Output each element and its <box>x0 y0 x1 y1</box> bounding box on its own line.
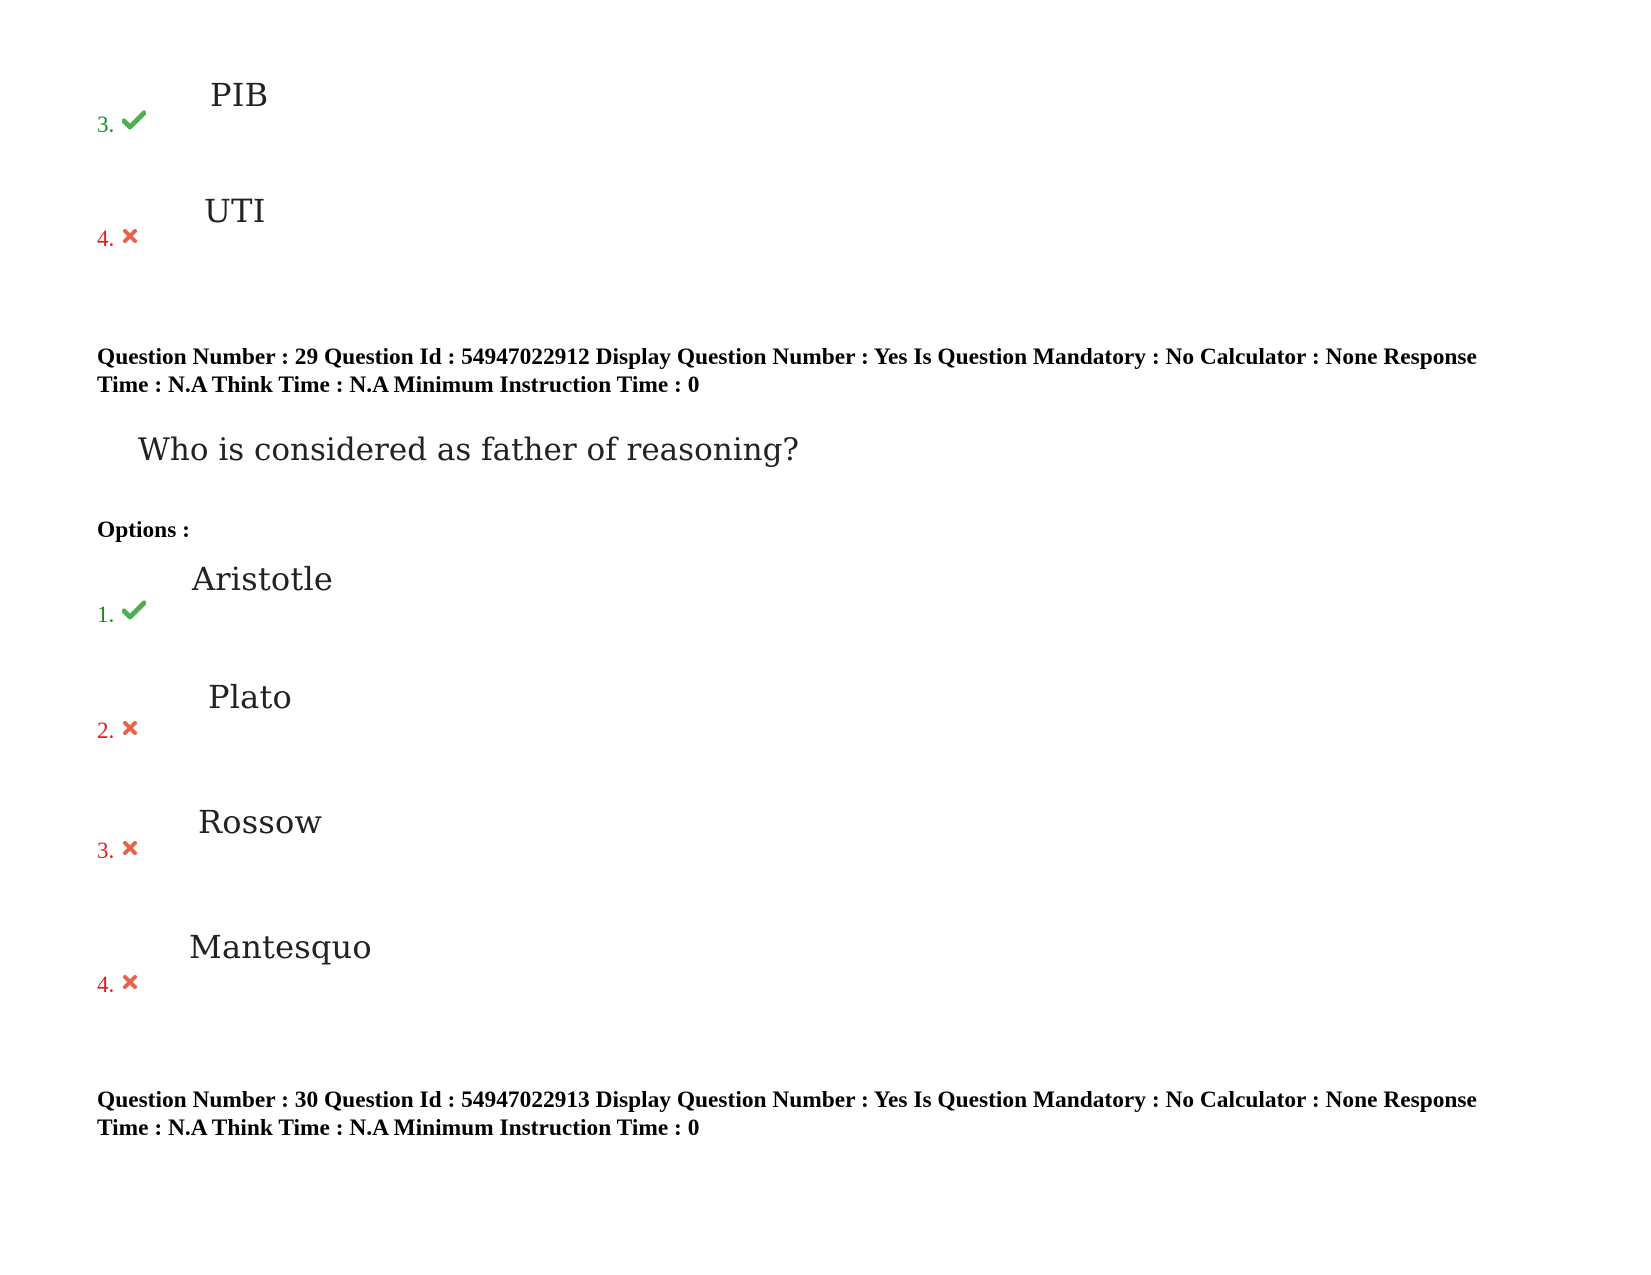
question-meta <box>97 343 1577 399</box>
question-meta-line: Question Number : 30 Question Id : 54947022913 Display Question Number : Yes Is Question Mandatory : No Calculator : None Response <box>97 1087 1477 1113</box>
check-icon <box>122 600 146 620</box>
question-meta <box>97 1086 1577 1142</box>
option-text: Rossow <box>198 803 323 841</box>
option-number: 1. <box>97 602 115 627</box>
cross-icon <box>122 228 138 244</box>
option-number: 3. <box>97 838 115 863</box>
option-marker <box>97 972 138 998</box>
option-number: 4. <box>97 226 115 251</box>
question-meta-line: Question Number : 29 Question Id : 54947022912 Display Question Number : Yes Is Question Mandatory : No Calculator : None Response <box>97 344 1477 370</box>
option-number: 2. <box>97 718 115 743</box>
cross-icon <box>122 974 138 990</box>
option-text: Mantesquo <box>189 928 372 966</box>
question-text: Who is considered as father of reasoning? <box>138 432 800 468</box>
option-text: Plato <box>208 678 292 716</box>
cross-icon <box>122 720 138 736</box>
option-text: UTI <box>204 192 266 230</box>
option-marker <box>97 718 138 744</box>
option-marker <box>97 226 138 252</box>
question-meta-line: Time : N.A Think Time : N.A Minimum Instruction Time : 0 <box>97 372 700 398</box>
cross-icon <box>122 840 138 856</box>
options-label: Options : <box>97 517 190 543</box>
check-icon <box>122 110 146 130</box>
option-text: Aristotle <box>192 560 334 598</box>
option-number: 4. <box>97 972 115 997</box>
option-number: 3. <box>97 112 115 137</box>
option-marker <box>97 838 138 864</box>
option-marker <box>97 110 146 138</box>
option-marker <box>97 600 146 628</box>
question-meta-line: Time : N.A Think Time : N.A Minimum Instruction Time : 0 <box>97 1115 700 1141</box>
option-text: PIB <box>210 76 269 114</box>
